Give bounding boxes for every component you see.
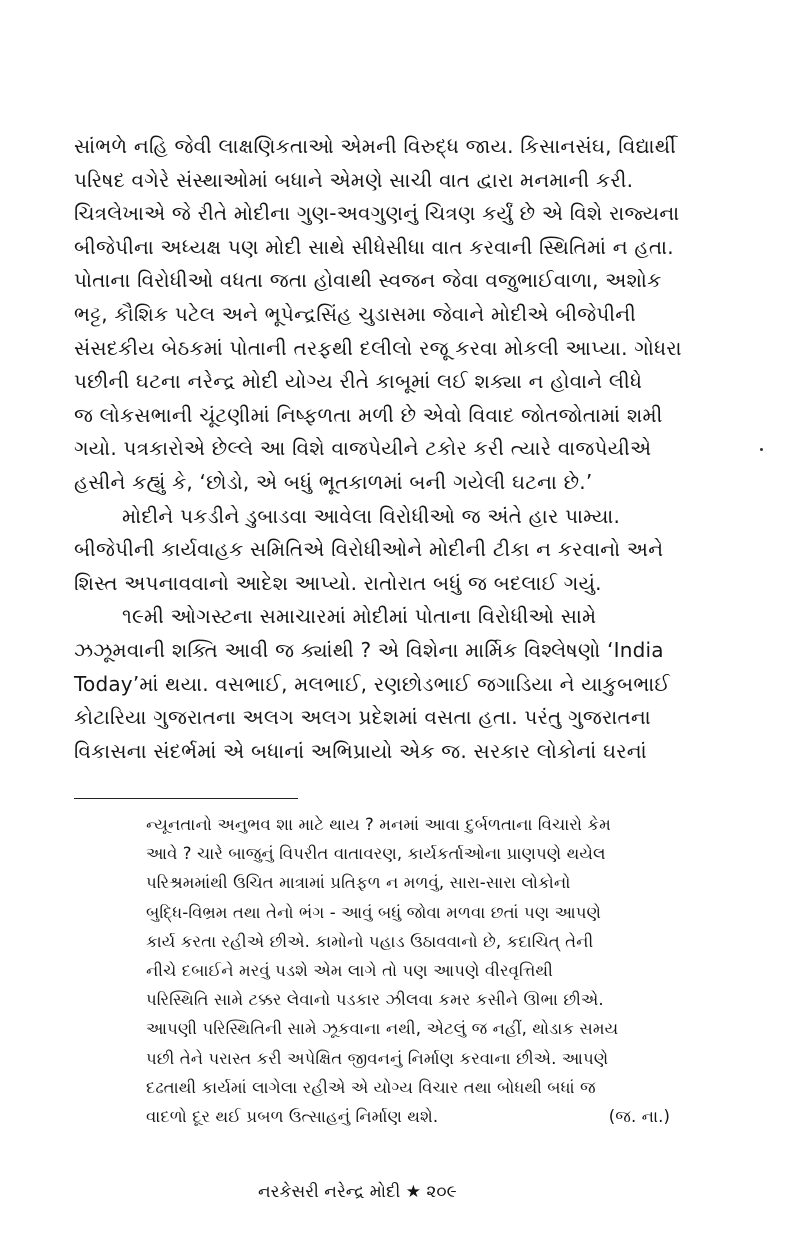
footnote-rule [74, 798, 298, 799]
main-text-line: ૧૯મી ઓગસ્ટના સમાચારમાં મોદીમાં પોતાના વિરોધીઓ સામે [122, 604, 597, 629]
footnote-last-line-text: વાદળો દૂર થઈ પ્રબળ ઉત્સાહનું નિર્માણ થશે. [146, 1106, 439, 1126]
footnote-line: બુદ્ધિ-વિભ્રમ તથા તેનો ભંગ - આવું બધું જોવા મળવા છતાં પણ આપણે [146, 902, 602, 922]
main-text-line: ચિત્રલેખાએ જે રીતે મોદીના ગુણ-અવગુણનું ચિત્રણ કર્યું છે એ વિશે રાજ્યના [74, 201, 680, 226]
main-text [74, 130, 682, 768]
footnote-line: આવે ? ચારે બાજુનું વિપરીત વાતાવરણ, કાર્યકર્તાઓના પ્રાણપણે થયેલ [146, 844, 606, 864]
page-footer: નરકેસરી નરેન્દ્ર મોદી ★ ૨૦૯ [258, 1182, 457, 1202]
footnote-line [146, 1102, 670, 1131]
footnote-line: પછી તેને પરાસ્ત કરી અપેક્ષિત જીવનનું નિર્માણ કરવાના છીએ. આપણે [146, 1048, 609, 1068]
main-text-line: બીજેપીના અધ્યક્ષ પણ મોદી સાથે સીધેસીધા વાત કરવાની સ્થિતિમાં ન હતા. [74, 234, 674, 259]
main-text-line: પરિષદ વગેરે સંસ્થાઓમાં બધાને એમણે સાચી વાત દ્વારા મનમાની કરી. [74, 167, 634, 192]
main-text-line: વિકાસના સંદર્ભમાં એ બધાનાં અભિપ્રાયો એક જ. સરકાર લોકોનાં ઘરનાં [74, 738, 647, 763]
main-text-line: શિસ્ત અપનાવવાનો આદેશ આપ્યો. રાતોરાત બધું જ બદલાઈ ગયું. [74, 570, 602, 595]
footnote-block [146, 810, 670, 1131]
main-text-line: હસીને કહ્યું કે, ‘છોડો, એ બધું ભૂતકાળમાં બની ગયેલી ઘટના છે.’ [74, 469, 593, 494]
main-text-line: કોટારિયા ગુજરાતના અલગ અલગ પ્રદેશમાં વસતા હતા. પરંતુ ગુજરાતના [74, 705, 651, 730]
main-text-line: ભટ્ટ, કૌશિક પટેલ અને ભૂપેન્દ્રસિંહ ચુડાસમા જેવાને મોદીએ બીજેપીની [74, 301, 637, 326]
main-text-line: મોદીને પકડીને ડુબાડવા આવેલા વિરોધીઓ જ અંતે હાર પામ્યા. [122, 503, 621, 528]
main-text-line: બીજેપીની કાર્યવાહક સમિતિએ વિરોધીઓને મોદીની ટીકા ન કરવાનો અને [74, 537, 664, 562]
margin-dot [760, 448, 763, 451]
footnote-line: કાર્ય કરતા રહીએ છીએ. કામોનો પહાડ ઉઠાવવાનો છે, કદાચિત્ તેની [146, 931, 594, 951]
main-text-line: ગયો. પત્રકારોએ છેલ્લે આ વિશે વાજપેયીને ટકોર કરી ત્યારે વાજપેયીએ [74, 436, 652, 461]
footnote-line: આપણી પરિસ્થિતિની સામે ઝૂકવાના નથી, એટલું જ નહીં, થોડાક સમય [146, 1019, 619, 1039]
footnote-line: નીચે દબાઈને મરવું પડશે એમ લાગે તો પણ આપણે વીરવૃત્તિથી [146, 960, 553, 980]
footnote-line: પરિશ્રમમાંથી ઉચિત માત્રામાં પ્રતિફળ ન મળવું, સારા-સારા લોકોનો [146, 873, 571, 893]
footnote-line: પરિસ્થિતિ સામે ટક્કર લેવાનો પડકાર ઝીલવા કમર કસીને ઊભા છીએ. [146, 990, 604, 1010]
footnote-line: ન્યૂનતાનો અનુભવ શા માટે થાય ? મનમાં આવા દુર્બળતાના વિચારો કેમ [146, 815, 611, 834]
main-text-line: ઝઝૂમવાની શક્તિ આવી જ ક્યાંથી ? એ વિશેના માર્મિક વિશ્લેષણો ‘India [74, 637, 664, 662]
main-text-line: Today’માં થયા. વસભાઈ, મલભાઈ, રણછોડભાઈ જગાડિયા ને યાકુબભાઈ [74, 671, 671, 696]
main-text-line: પછીની ઘટના નરેન્દ્ર મોદી યોગ્ય રીતે કાબૂમાં લઈ શક્યા ન હોવાને લીધે [74, 369, 643, 394]
main-text-line: સાંભળે નહિ જેવી લાક્ષણિકતાઓ એમની વિરુદ્ધ જાય. કિસાનસંઘ, વિદ્યાર્થી [74, 134, 677, 158]
main-text-line: પોતાના વિરોધીઓ વધતા જતા હોવાથી સ્વજન જેવા વજુભાઈવાળા, અશોક [74, 268, 662, 293]
footnote-signature: (જ. ના.) [608, 1106, 670, 1126]
footnote-line: દઢતાથી કાર્યમાં લાગેલા રહીએ એ યોગ્ય વિચાર તથા બોધથી બધાં જ [146, 1077, 596, 1097]
main-text-line: સંસદકીય બેઠકમાં પોતાની તરફથી દલીલો રજૂ કરવા મોકલી આપ્યા. ગોધરા [74, 335, 682, 360]
main-text-line: જ લોકસભાની ચૂંટણીમાં નિષ્ફળતા મળી છે એવો વિવાદ જોતજોતામાં શમી [74, 402, 663, 427]
